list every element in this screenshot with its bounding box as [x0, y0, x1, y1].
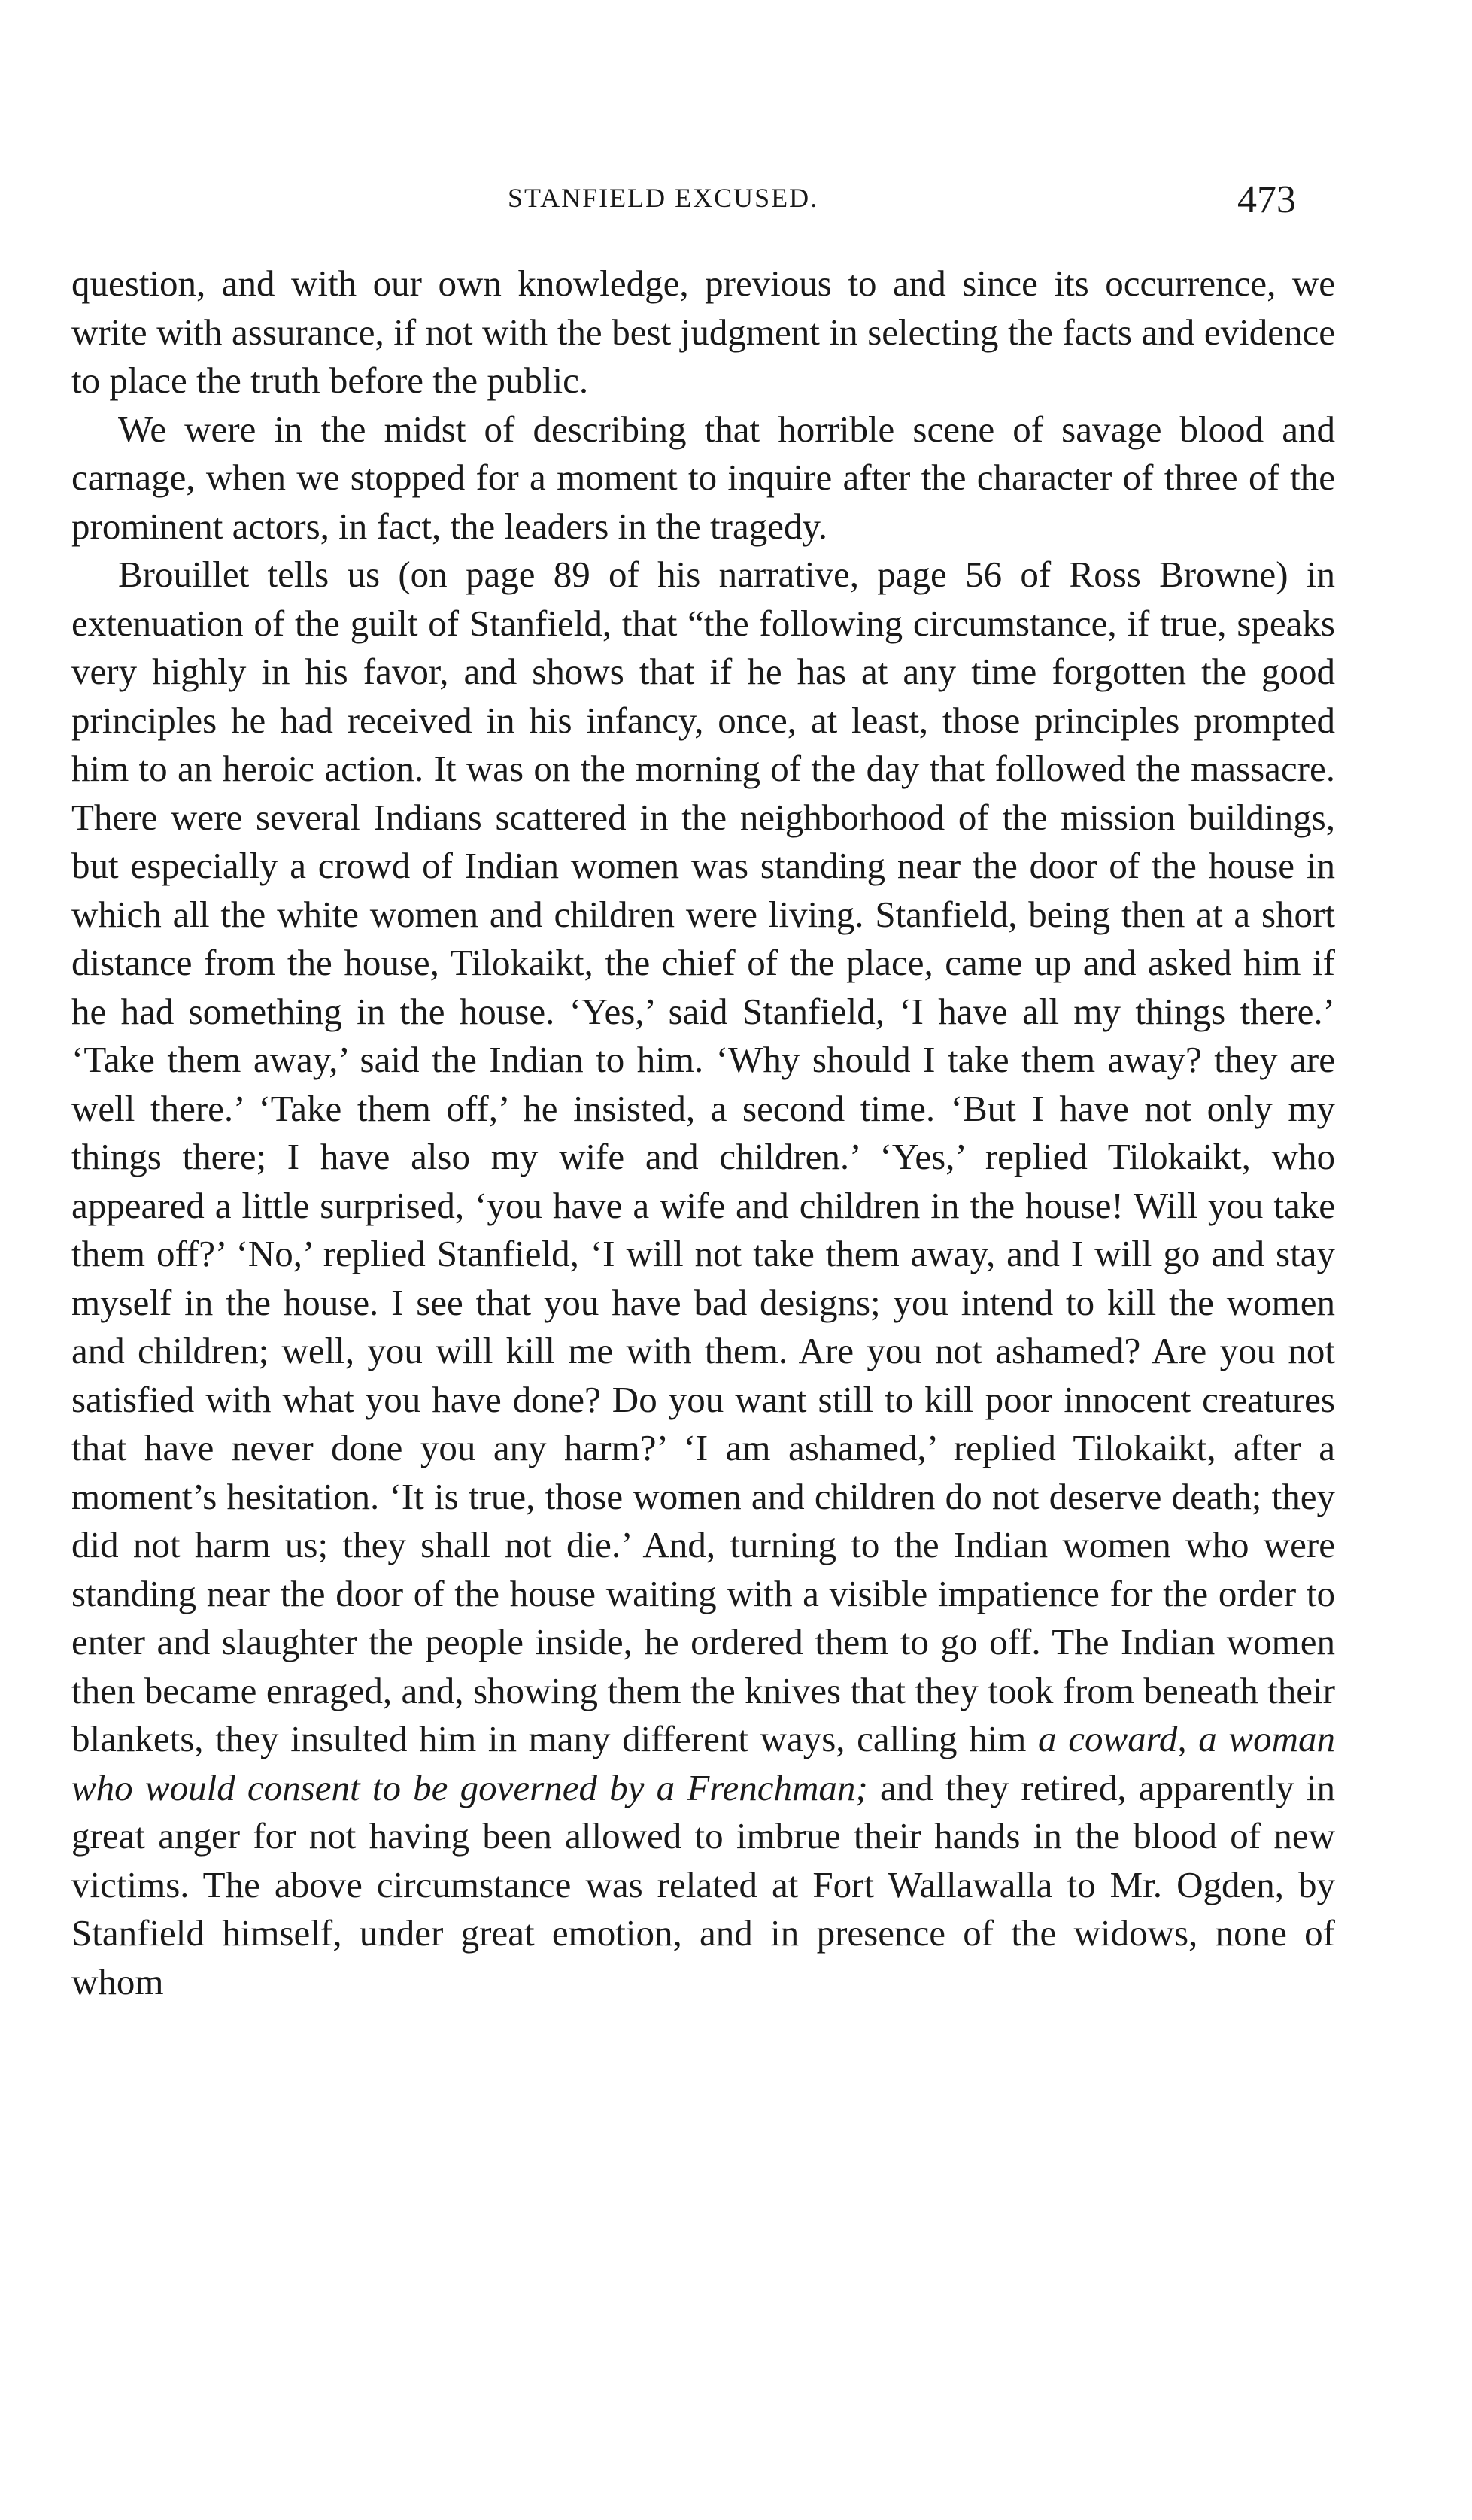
- body-text: [71, 260, 1335, 2006]
- paragraph-text: and they retired, apparently in great anger for not having been allowed to imbrue their hands in the blood of new victims. The above circumstance was related at Fort Wallawalla to Mr. Ogden, by Stanfield himself, under great emotion, and in presence of the widows, none of whom: [71, 1766, 1336, 2002]
- paragraph: question, and with our own knowledge, previous to and since its occurrence, we write with assurance, if not with the best judgment in selecting the facts and evidence to place the truth before the public.: [71, 263, 1335, 401]
- running-head: STANFIELD EXCUSED.: [508, 183, 819, 213]
- paragraph: We were in the midst of describing that horrible scene of savage blood and carnage, when we stopped for a moment to inquire after the character of three of the prominent actors, in fact, the leaders in the tragedy.: [71, 408, 1335, 547]
- page-number: 473: [1237, 178, 1296, 221]
- paragraph: [71, 551, 1335, 2006]
- italic-quote: a coward, a woman who would consent to be governed by a Frenchman;: [71, 1718, 1335, 1808]
- paragraph-text: Brouillet tells us (on page 89 of his narrative, page 56 of Ross Browne) in extenuation of the guilt of Stanfield, that “the following circumstance, if true, speaks very highly in his favor, and shows that if he has at any time forgotten the good principles he had received in his infancy, once, at least, those principles prompted him to an heroic action. It was on the morning of the day that followed the massacre. There were several Indians scattered in the neighborhood of the mission buildings, but especially a crowd of Indian women was standing near the door of the house in which all the white women and children were living. Stanfield, being then at a short distance from the house, Tilokaikt, the chief of the place, came up and asked him if he had something in the house. ‘Yes,’ said Stanfield, ‘I have all my things there.’ ‘Take them away,’ said the Indian to him. ‘Why should I take them away? they are well there.’ ‘Take them off,’ he insisted, a second time. ‘But I have not only my things there; I have also my wife and children.’ ‘Yes,’ replied Tilokaikt, who appeared a little surprised, ‘you have a wife and children in the house! Will you take them off?’ ‘No,’ replied Stanfield, ‘I will not take them away, and I will go and stay myself in the house. I see that you have bad designs; you intend to kill the women and children; well, you will kill me with them. Are you not ashamed? Are you not satisfied with what you have done? Do you want still to kill poor innocent creatures that have never done you any harm?’ ‘I am ashamed,’ replied Tilokaikt, after a moment’s hesitation. ‘It is true, those women and children do not deserve death; they did not harm us; they shall not die.’ And, turning to the Indian women who were standing near the door of the house waiting with a visible impatience for the order to enter and slaughter the people inside, he ordered them to go off. The Indian women then became enraged, and, showing them the knives that they took from beneath their blankets, they insulted him in many different ways, calling him: [71, 554, 1335, 1759]
